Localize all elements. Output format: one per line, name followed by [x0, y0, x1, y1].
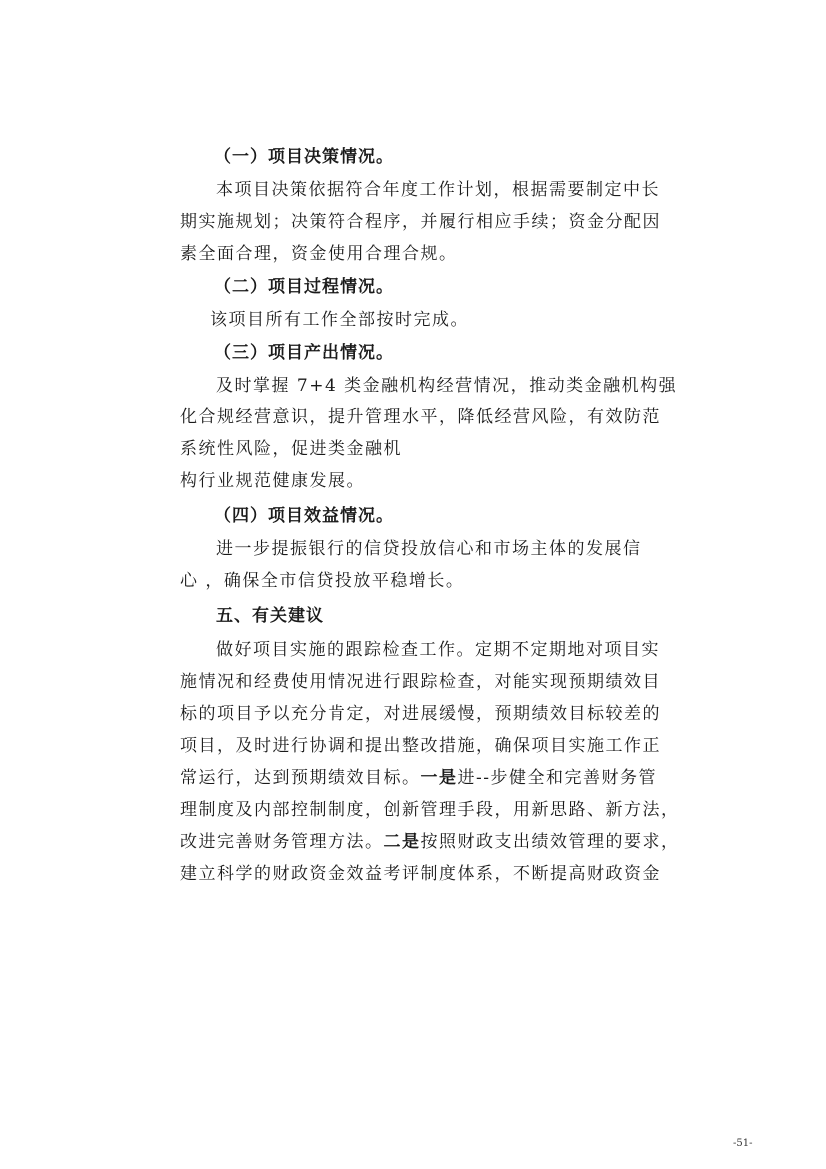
paragraph-line: 建立科学的财政资金效益考评制度体系，不断提高财政资金 — [180, 864, 661, 884]
paragraph-line — [180, 767, 657, 789]
paragraph-line: 素全面合理，资金使用合理合规。 — [180, 244, 458, 264]
heading-process: （二）项目过程情况。 — [214, 277, 394, 297]
emphasis-first: 一是 — [420, 768, 458, 788]
heading-output: （三）项目产出情况。 — [214, 343, 394, 363]
paragraph-line: 本项目决策依据符合年度工作计划，根据需要制定中长 — [216, 180, 660, 200]
paragraph-line: 化合规经营意识，提升管理水平，降低经营风险，有效防范 — [180, 407, 661, 427]
paragraph-line: 进一步提振银行的信贷投放信心和市场主体的发展信 — [216, 539, 642, 559]
paragraph-line: 及时掌握 7+4 类金融机构经营情况，推动类金融机构强 — [216, 376, 678, 396]
text-run: 改进完善财务管理方法。 — [180, 832, 384, 852]
paragraph-line: 期实施规划；决策符合程序，并履行相应手续；资金分配因 — [180, 212, 661, 232]
paragraph-line: 系统性风险，促进类金融机 — [180, 439, 402, 459]
section-title-suggestions: 五、有关建议 — [216, 606, 324, 626]
heading-benefit: （四）项目效益情况。 — [214, 506, 394, 526]
paragraph-line: 做好项目实施的跟踪检查工作。定期不定期地对项目实 — [216, 640, 660, 660]
page-number: -51- — [733, 1138, 753, 1149]
paragraph-line: 构行业规范健康发展。 — [180, 471, 365, 491]
paragraph-line: 心 ，确保全市信贷投放平稳增长。 — [180, 571, 465, 591]
paragraph-line: 理制度及内部控制制度，创新管理手段，用新思路、新方法， — [180, 800, 680, 820]
paragraph-line: 标的项目予以充分肯定，对进展缓慢，预期绩效目标较差的 — [180, 704, 661, 724]
emphasis-second: 二是 — [383, 832, 421, 852]
text-run: 常运行，达到预期绩效目标。 — [180, 768, 421, 788]
heading-decision: （一）项目决策情况。 — [214, 147, 394, 167]
text-run: 按照财政支出绩效管理的要求， — [420, 832, 680, 852]
text-run: 进--步健全和完善财务管 — [457, 768, 657, 788]
paragraph-line: 施情况和经费使用情况进行跟踪检查，对能实现预期绩效目 — [180, 672, 661, 692]
paragraph-line — [180, 831, 680, 853]
paragraph-line: 该项目所有工作全部按时完成。 — [210, 310, 469, 330]
paragraph-line: 项目，及时进行协调和提出整改措施，确保项目实施工作正 — [180, 736, 661, 756]
